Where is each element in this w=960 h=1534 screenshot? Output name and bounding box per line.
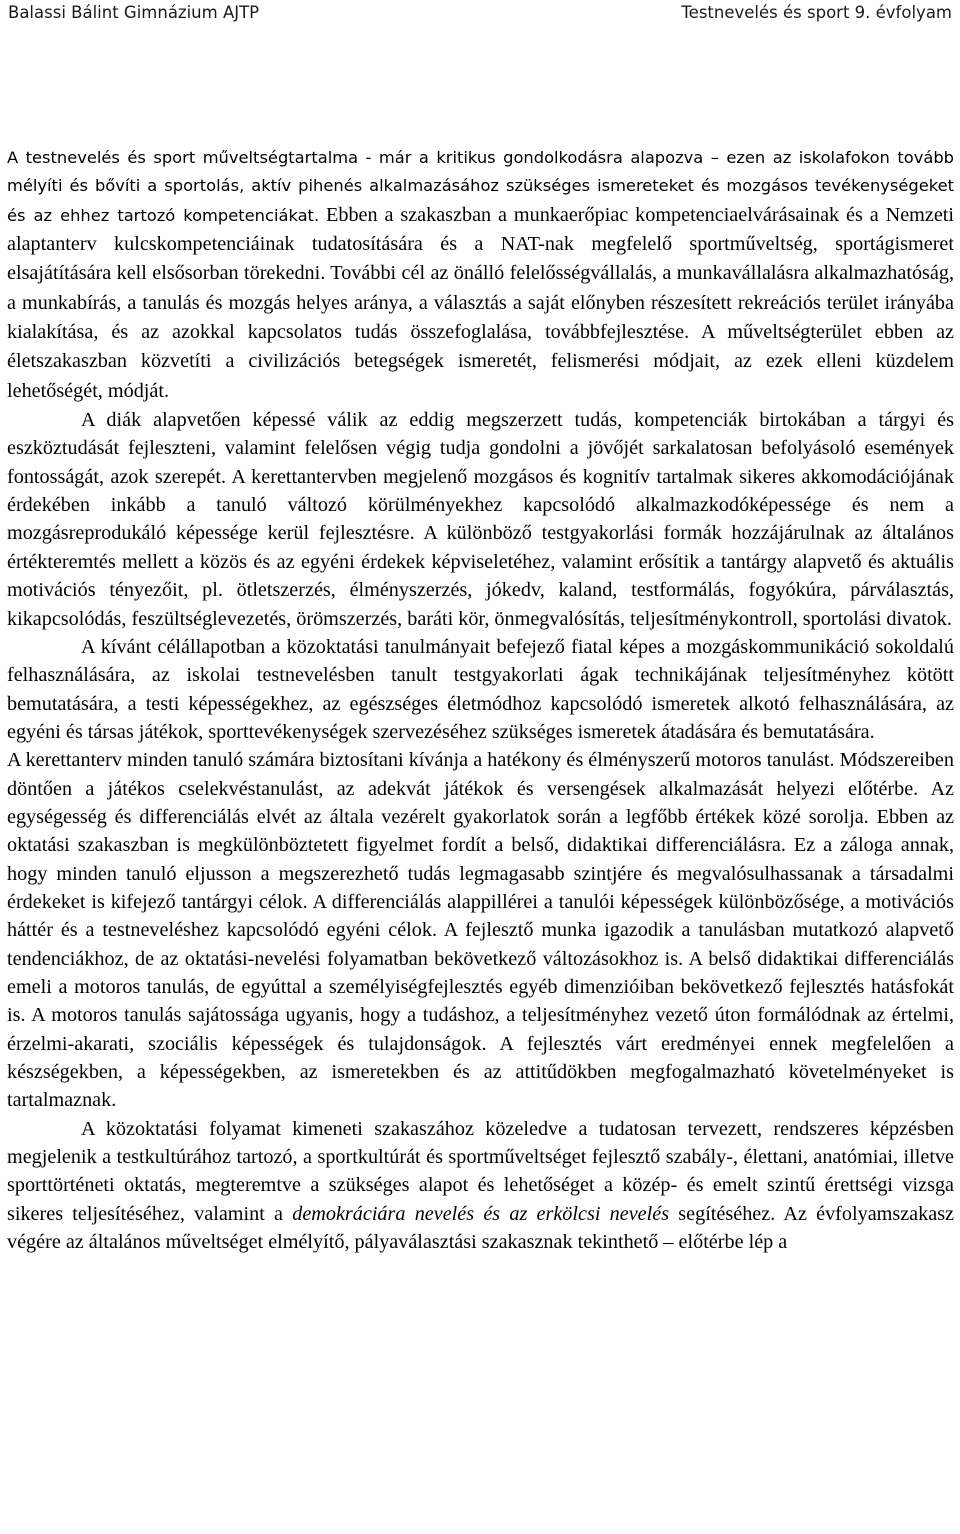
paragraph-5 — [7, 1115, 954, 1257]
header-school-name: Balassi Bálint Gimnázium AJTP — [8, 3, 260, 22]
paragraph-4: A kerettanterv minden tanuló számára biztosítani kívánja a hatékony és élményszerű motoros tanulást. Módszereiben döntően a játékos cselekvéstanulást, az adekvát játékok és versengések alkalmazását helyezi előtérbe. Az egységesség és differenciálás elvét az általa vezérelt gyakorlatok során a legfőbb értékek közé sorolja. Ebben az oktatási szakaszban is megkülönböztetett figyelmet fordít a belső, didaktikai differenciálásra. Ez a záloga annak, hogy minden tanuló eljusson a megszerezhető tudás legmagasabb szintjére és megvalósulhassanak a társadalmi érdekeket is kifejező tantárgyi célok. A differenciálás alappillérei a tanulói képességek különbözősége, a motivációs háttér és a testneveléshez kapcsolódó egyéni célok. A fejlesztő munka igazodik a tanulásban mutatkozó alapvető tendenciákhoz, de az oktatási-nevelési folyamatban bekövetkező változásokhoz is. A belső didaktikai differenciálás emeli a motoros tanulás, de egyúttal a személyiségfejlesztés egyéb dimenzióiban bekövetkező fejlesztés hatásfokát is. A motoros tanulás sajátossága ugyanis, hogy a tudáshoz, a teljesítményhez vezető úton formálódnak az értelmi, érzelmi-akarati, szociális képességek és tulajdonságok. A fejlesztés várt eredményei ennek megfelelően a készségekben, a képességekben, az ismeretekben és az attitűdökben megfogalmazható követelményeket is tartalmaznak. — [7, 749, 954, 1112]
paragraph-1 — [7, 144, 954, 406]
document-body — [7, 144, 954, 1256]
paragraph-5-italic-phrase: demokráciára nevelés és az erkölcsi nevelés — [292, 1202, 670, 1225]
paragraph-5-text-b: segítéséhez. Az évfolyamszakasz végére az általános műveltséget elmélyítő, pályaválasztási szakasznak tekinthető – előtérbe lép a — [7, 1202, 955, 1254]
page-header — [0, 0, 960, 28]
paragraph-1-sans-text: A testnevelés és sport műveltségtartalma - már a kritikus gondolkodásra alapozva – ezen az iskolafokon tovább mélyíti és bővíti a sportolás, aktív pihenés alkalmazásához szükséges ismereteket és mozgásos tevékenységeket és az ehhez tartozó kompetenciákat. — [7, 148, 954, 225]
paragraph-1-serif-text: Ebben a szakaszban a munkaerőpiac kompetenciaelvárásainak és a Nemzeti alaptanterv kulcskompetenciáinak tudatosítására és a NAT-nak megfelelő sportműveltség, sportágismeret elsajátítására kell elsősorban törekedni. További cél az önálló felelősségvállalás, a munkavállalásra alkalmazhatóság, a munkabírás, a tanulás és mozgás helyes aránya, a választás a saját előnyben részesített rekreációs terület irányába kialakítása, és az azokkal kapcsolatos tudás összefoglalása, továbbfejlesztése. A műveltségterület ebben az életszakaszban közvetíti a civilizációs betegségek ismeretét, felismerési módjait, az ezek elleni küzdelem lehetőségét, módját. — [7, 203, 954, 402]
paragraph-2: A diák alapvetően képessé válik az eddig megszerzett tudás, kompetenciák birtokában a tárgyi és eszköztudását fejleszteni, valamint felelősen végig tudja gondolni a jövőjét sarkalatosan befolyásoló események fontosságát, azok szerepét. A kerettantervben megjelenő mozgásos és kognitív tartalmak sikeres akkomodációjának érdekében inkább a tanuló változó körülményekhez kapcsolódó alkalmazkodóképessége és nem a mozgásreprodukáló képessége kerül fejlesztésre. A különböző testgyakorlási formák hozzájárulnak az általános értékteremtés mellett a közös és az egyéni érdekek képviseletéhez, valamint erősítik a tantárgy alapvető és aktuális motivációs tényezőit, pl. ötletszerzés, élményszerzés, jókedv, kaland, testformálás, fogyókúra, párválasztás, kikapcsolódás, feszültséglevezetés, örömszerzés, baráti kör, önmegvalósítás, teljesítménykontroll, sportolási divatok. — [7, 409, 954, 630]
paragraph-5-text-a: A közoktatási folyamat kimeneti szakaszához közeledve a tudatosan tervezett, rendszeres képzésben megjelenik a testkultúrához tartozó, a sportkultúrát és sportműveltséget fejlesztő szabály-, élettani, anatómiai, illetve sporttörténeti oktatás, megteremtve a szükséges alapot és lehetőséget a közép- és emelt szintű érettségi vizsga sikeres teljesítéséhez, valamint a — [7, 1117, 954, 1225]
header-subject: Testnevelés és sport 9. évfolyam — [681, 3, 952, 22]
paragraph-3: A kívánt célállapotban a közoktatási tanulmányait befejező fiatal képes a mozgáskommunikáció sokoldalú felhasználására, az iskolai testnevelésben tanult testgyakorlati ágak technikájának teljesítményhez kötött bemutatására, a testi képességekhez, az egészséges életmódhoz kapcsolódó ismeretek alkotó felhasználására, az egyéni és társas játékok, sporttevékenységek szervezéséhez szükséges ismeretek átadására és bemutatására. — [7, 635, 954, 743]
